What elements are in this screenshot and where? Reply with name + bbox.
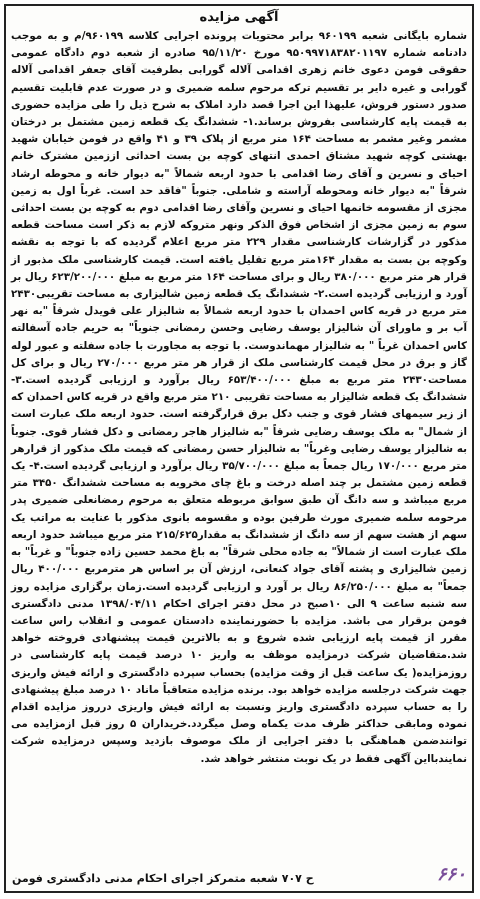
handwritten-signature: ۶۶۰ [436, 864, 466, 885]
auction-notice [4, 4, 474, 893]
notice-footer [12, 864, 466, 885]
notice-body: شماره بایگانی شعبه ۹۶۰۱۹۹ برابر محتویات پرونده اجرایی کلاسه ۹۶۰۱۹۹/م و به موجب دادنامه شماره ۹۵۰۹۹۷۱۸۳۸۲۰۱۱۹۷ مورخ ۹۵/۱۱/۲۰ صادره از شعبه دوم دادگاه عمومی حقوقی فومن دعوی خانم زهری اقدامی آلاله گورابی بطرفیت آقای جعفر اقدامی آلاله گورابی و غیره دایر بر تقسیم ترکه مرحوم سلمه ضمیری و در صورت عدم قابلیت تقسیم صدور دستور فروش، علیهذا این اجرا قصد دارد املاک به شرح ذیل را طی مزایده حضوری به قیمت پایه کارشناسی بفروش برساند.۱- ششدانگ یک قطعه زمین مشتمل بر درختان مشمر وغیر مشمر به مساحت ۱۶۴ متر مربع از پلاک ۳۹ و ۴۱ واقع در فومن خیابان شهید بهشتی کوچه شهید مشتاق احمدی انتهای کوچه بن بست احداثی اززمین مشترک خانم احیای و نسرین و آقای رضا اقدامی با حدود اربعه شمالاً "به دیوار خانه و محوطه ارشاد شرقاً "به دیوار خانه ومحوطه آراسته و شاملی. جنوباً "فاقد حد است. غرباً اول به زمین مجزی از مقسومه خانمها احیای و نسرین وآقای رضا اقدامی دوم به کوچه بن بست احداثی سوم به زمین مجزی از اشخاص فوق الذکر ونهر متروکه لازم به ذکر است مساحت قطعه مذکور در گزارشات کارشناسی مقدار ۲۲۹ متر مربع اعلام گردیده که با توجه به نقشه وکوچه بن بست به مقدار ۱۶۴متر مربع تقلیل یافته است. قیمت کارشناسی ملک مذبور از قرار هر متر مربع ۳۸۰/۰۰۰ ریال و برای مساحت ۱۶۴ متر مربع به مبلغ ۶۲۳/۲۰۰/۰۰۰ ریال بر آورد و ارزیابی گردیده است.۲- ششدانگ یک قطعه زمین شالیزاری به مساحت تقریبی۲۴۳۰ متر مربع در قریه کاس احمدان با حدود اربعه شمالاً به شالیزار علی قویدل شرقاً "به نهر آب بر و ماورای آن شالیزار یوسف رضایی وحسن رمضانی جنوباً" به حریم جاده آسفالته کاس احمدان غرباً " به شالیزار مهماندوست. با توجه به مجاورت با جاده سفلته و عبور لوله گاز و برق در محل قیمت کارشناسی ملک از قرار هر متر مربع ۲۷۰/۰۰۰ ریال و برای کل مساحت۲۴۳۰ متر مربع به مبلغ ۶۵۳/۴۰۰/۰۰۰ ریال برآورد و ارزیابی گردیده است.۳- ششدانگ یک قطعه شالیزار به مساحت تقریبی ۲۱۰ متر مربع واقع در قریه کاس احمدان که از زیر سیمهای فشار قوی و جنب دکل برق قرارگرفته است. حدود اربعه ملک عبارت است از شمال" به ملک یوسف رضایی شرقاً "به شالیزار هاجر رمضانی و دکل فشار قوی. جنوباً به شالیزار یوسف رضایی وغرباً" به شالیزار حسن رمضانی که قیمت ملک مذکور از قرارهر متر مربع ۱۷۰/۰۰۰ ریال جمعاً به مبلغ ۳۵/۷۰۰/۰۰۰ ریال برآورد و ارزیابی گردیده است.۴- یک قطعه زمین مشتمل بر چند اصله درخت و باغ چای مخروبه به مساحت ششدانگ ۳۴۵۰ متر مربع میباشد و سه دانگ آن طبق سوابق مربوطه متعلق به مرحوم رمضانعلی ضمیری پدر مرحومه سلمه ضمیری مورث طرفین بوده و مقسومه بانوی مذکور با عنایت به مراتب یک سهم از هشت سهم از سه دانگ از ششدانگ به مقدار۲۱۵/۶۲۵ متر مربع میباشد حدود اربعه ملک عبارت است از شمالاً" به جاده محلی شرقاً" به باغ محمد حسین زاده جنوباً" و غرباً" به زمین شالیزاری و پشته آقای جواد کنعانی، ارزش آن بر اساس هر مترمربع ۴۰۰/۰۰۰ ریال جمعاً" به مبلغ ۸۶/۲۵۰/۰۰۰ ریال بر آورد و ارزیابی گردیده است.زمان برگزاری مزایده روز سه شنبه ساعت ۹ الی ۱۰صبح در محل دفتر اجرای احکام ۱۳۹۸/۰۴/۱۱ مدنی دادگستری فومن برقرار می باشد. مزایده با حضورنماینده دادستان عمومی و انقلاب راس ساعت مقرر از قیمت پایه ارزیابی شده شروع و به بالاترین قیمت پیشنهادی فروخته خواهد شد.متقاضیان شرکت درمزایده موظف به واریز ۱۰ درصد قیمت پایه کارشناسی در روزمزایده( یک ساعت قبل از وقت مزایده) بحساب سپرده دادگستری و ارائه فیش واریزی جهت شرکت درجلسه مزایده خواهد بود. برنده مزایده متعاقباً ماناد ۱۰ درصد مبلغ پیشنهادی را به حساب سپرده دادگستری واریز ونسبت به ارائه فیش واریزی درروز مزایده اقدام نموده ومابقی حداکثر ظرف مدت یکماه وصل میگردد.خریداران ۵ روز قبل ازمزایده می توانندضمن هماهنگی با دفتر اجرایی از ملک موصوف بازدید وسپس درمزایده شرکت نمایندبااین آگهی فقط در یک نوبت منتشر خواهد شد. [11, 30, 468, 765]
notice-issuer: ح ۷۰۷ شعبه متمرکز اجرای احکام مدنی دادگستری فومن [12, 872, 314, 885]
notice-title: آگهی مزایده [199, 10, 279, 25]
